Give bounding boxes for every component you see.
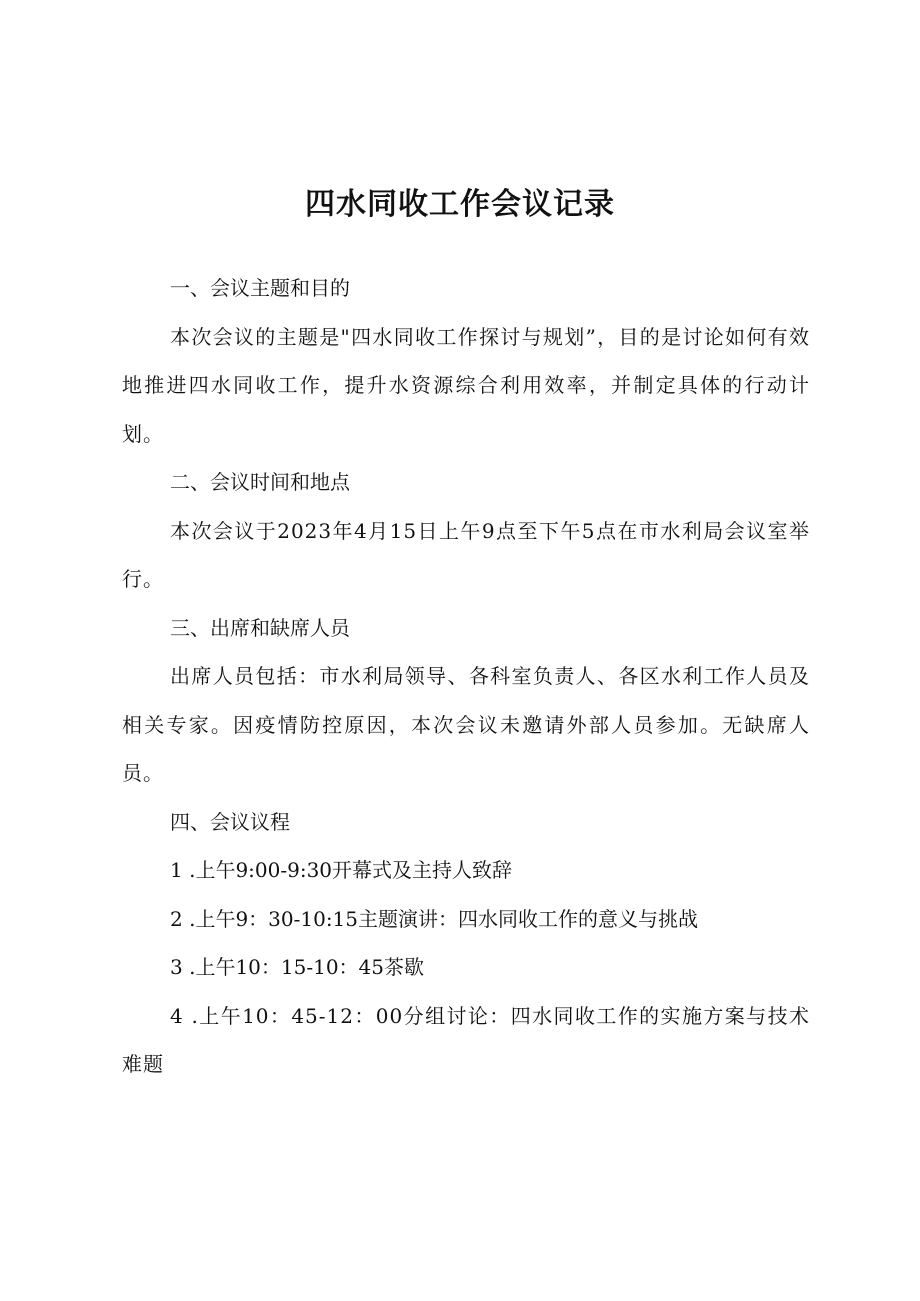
document-title: 四水同收工作会议记录 — [305, 187, 615, 223]
agenda-item: 4 .上午10：45-12：00分组讨论：四水同收工作的实施方案与技术难题 — [122, 1003, 810, 1076]
section-heading-agenda: 四、会议议程 — [170, 809, 290, 834]
agenda-item: 1 .上午9:00-9:30开幕式及主持人致辞 — [170, 858, 513, 882]
agenda-item: 2 .上午9：30-10:15主题演讲：四水同收工作的意义与挑战 — [170, 906, 699, 931]
section-paragraph-theme: 本次会议的主题是"四水同收工作探讨与规划”，目的是讨论如何有效地推进四水同收工作，提升水资源综合利用效率，并制定具体的行动计划。 — [122, 324, 810, 446]
section-heading-theme: 一、会议主题和目的 — [170, 276, 350, 300]
section-heading-attendance: 三、出席和缺席人员 — [170, 615, 350, 640]
section-paragraph-time-place: 本次会议于2023年4月15日上午9点至下午5点在市水利局会议室举行。 — [122, 518, 810, 591]
section-paragraph-attendance: 出席人员包括：市水利局领导、各科室负责人、各区水利工作人员及相关专家。因疫情防控原因，本次会议未邀请外部人员参加。无缺席人员。 — [122, 664, 810, 785]
agenda-item: 3 .上午10：15-10：45茶歇 — [170, 955, 424, 979]
section-heading-time-place: 二、会议时间和地点 — [170, 470, 350, 494]
document-body — [122, 264, 810, 1089]
